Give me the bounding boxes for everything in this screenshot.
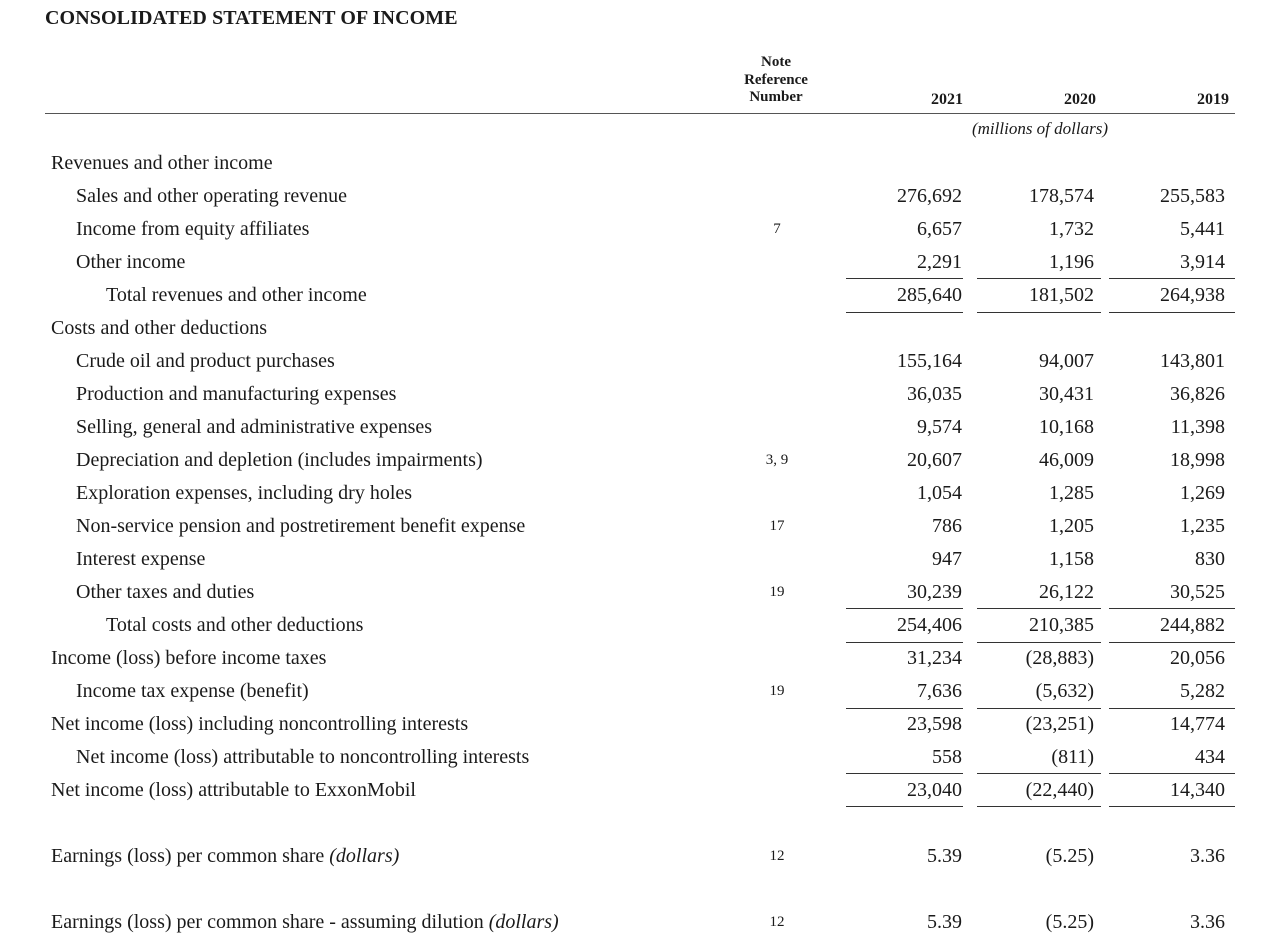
note-reference-header (725, 54, 827, 107)
note-header-line: Reference (744, 71, 808, 88)
table-row (0, 345, 1280, 378)
value-2019: 244,882 (1160, 614, 1225, 636)
statement-title: CONSOLIDATED STATEMENT OF INCOME (45, 7, 458, 29)
value-2020: 1,158 (1049, 548, 1094, 570)
total-rule (846, 773, 963, 774)
value-2019: 3.36 (1190, 845, 1225, 867)
value-2019: 264,938 (1160, 284, 1225, 306)
row-label: Total costs and other deductions (106, 614, 364, 636)
row-label: Net income (loss) attributable to ExxonMobil (51, 779, 416, 801)
total-rule (977, 608, 1101, 609)
total-rule (846, 642, 963, 643)
row-label: Revenues and other income (51, 152, 273, 174)
value-2020: 30,431 (1039, 383, 1094, 405)
value-2020: 1,732 (1049, 218, 1094, 240)
row-label: Production and manufacturing expenses (76, 383, 397, 405)
value-2019: 3,914 (1180, 251, 1225, 273)
table-row (0, 642, 1280, 675)
table-row (0, 477, 1280, 510)
table-row (0, 510, 1280, 543)
eps-row (0, 840, 1280, 873)
total-rule (1109, 642, 1235, 643)
row-label: Non-service pension and postretirement benefit expense (76, 515, 526, 537)
value-2021: 36,035 (907, 383, 962, 405)
value-2020: 181,502 (1029, 284, 1094, 306)
value-2019: 830 (1195, 548, 1225, 570)
table-row (0, 213, 1280, 246)
total-rule (977, 806, 1101, 807)
row-label: Total revenues and other income (106, 284, 367, 306)
row-label: Net income (loss) including noncontrolling interests (51, 713, 469, 735)
note-reference: 7 (773, 221, 781, 237)
value-2020: (5.25) (1045, 845, 1094, 867)
note-header-line: Number (749, 89, 803, 105)
table-row (0, 312, 1280, 345)
value-2021: 1,054 (917, 482, 962, 504)
eps-label-text: Earnings (loss) per common share - assuming dilution (51, 911, 489, 933)
value-2020: 1,205 (1049, 515, 1094, 537)
total-rule (977, 278, 1101, 279)
table-row (0, 246, 1280, 279)
value-2021: 558 (932, 746, 962, 768)
total-rule (1109, 312, 1235, 313)
total-rule (846, 608, 963, 609)
value-2020: (5.25) (1045, 911, 1094, 933)
value-2020: (22,440) (1025, 779, 1094, 801)
row-label: Selling, general and administrative expenses (76, 416, 433, 438)
row-label: Sales and other operating revenue (76, 185, 348, 207)
table-row (0, 147, 1280, 180)
row-label: Other taxes and duties (76, 581, 255, 603)
eps-row (0, 906, 1280, 939)
header-divider (45, 113, 1235, 114)
total-rule (846, 806, 963, 807)
value-2021: 6,657 (917, 218, 962, 240)
row-label: Income from equity affiliates (76, 218, 310, 240)
value-2019: 20,056 (1170, 647, 1225, 669)
value-2019: 5,441 (1180, 218, 1225, 240)
note-reference: 19 (769, 584, 785, 600)
row-label: Costs and other deductions (51, 317, 268, 339)
note-reference: 17 (769, 518, 785, 534)
value-2021: 7,636 (917, 680, 962, 702)
row-label: Net income (loss) attributable to noncontrolling interests (76, 746, 530, 768)
value-2020: (5,632) (1035, 680, 1094, 702)
value-2021: 20,607 (907, 449, 962, 471)
value-2020: 46,009 (1039, 449, 1094, 471)
value-2019: 11,398 (1170, 416, 1225, 438)
value-2019: 36,826 (1170, 383, 1225, 405)
units-caption: (millions of dollars) (971, 119, 1108, 138)
value-2021: 285,640 (897, 284, 962, 306)
table-row (0, 609, 1280, 642)
row-label: Income tax expense (benefit) (76, 680, 309, 702)
eps-label (51, 906, 559, 939)
value-2020: 1,285 (1049, 482, 1094, 504)
table-row (0, 576, 1280, 609)
row-label: Income (loss) before income taxes (51, 647, 327, 669)
table-row (0, 180, 1280, 213)
value-2021: 9,574 (917, 416, 962, 438)
row-label: Crude oil and product purchases (76, 350, 335, 372)
value-2021: 2,291 (917, 251, 962, 273)
value-2021: 5.39 (927, 911, 962, 933)
value-2020: (811) (1051, 746, 1094, 768)
value-2021: 254,406 (897, 614, 962, 636)
eps-label-text: Earnings (loss) per common share (51, 845, 330, 867)
table-row (0, 543, 1280, 576)
value-2021: 786 (932, 515, 962, 537)
row-label: Other income (76, 251, 186, 273)
value-2020: (28,883) (1025, 647, 1094, 669)
value-2019: 255,583 (1160, 185, 1225, 207)
eps-label-unit: (dollars) (488, 911, 559, 933)
total-rule (1109, 773, 1235, 774)
value-2021: 155,164 (897, 350, 962, 372)
value-2019: 14,340 (1170, 779, 1225, 801)
eps-label-unit: (dollars) (329, 845, 400, 867)
year-header-2020: 2020 (1064, 91, 1096, 108)
total-rule (977, 312, 1101, 313)
value-2020: 210,385 (1029, 614, 1094, 636)
value-2020: (23,251) (1025, 713, 1094, 735)
value-2019: 434 (1195, 746, 1225, 768)
table-row (0, 708, 1280, 741)
value-2019: 3.36 (1190, 911, 1225, 933)
total-rule (1109, 708, 1235, 709)
table-row (0, 444, 1280, 477)
total-rule (977, 708, 1101, 709)
value-2021: 5.39 (927, 845, 962, 867)
value-2020: 1,196 (1049, 251, 1094, 273)
value-2019: 1,235 (1180, 515, 1225, 537)
note-reference: 19 (769, 683, 785, 699)
value-2020: 94,007 (1039, 350, 1094, 372)
table-row (0, 741, 1280, 774)
value-2019: 18,998 (1170, 449, 1225, 471)
year-header-2019: 2019 (1197, 91, 1229, 108)
table-row (0, 411, 1280, 444)
year-header-2021: 2021 (931, 91, 963, 108)
row-label: Exploration expenses, including dry holes (76, 482, 413, 504)
total-rule (977, 642, 1101, 643)
note-reference: 3, 9 (765, 452, 789, 468)
note-reference: 12 (769, 914, 785, 930)
total-rule (1109, 608, 1235, 609)
value-2019: 30,525 (1170, 581, 1225, 603)
row-label: Depreciation and depletion (includes impairments) (76, 449, 483, 471)
table-row (0, 675, 1280, 708)
value-2021: 23,040 (907, 779, 962, 801)
value-2021: 30,239 (907, 581, 962, 603)
total-rule (1109, 806, 1235, 807)
value-2019: 5,282 (1180, 680, 1225, 702)
total-rule (846, 708, 963, 709)
row-label: Interest expense (76, 548, 206, 570)
value-2020: 26,122 (1039, 581, 1094, 603)
total-rule (1109, 278, 1235, 279)
total-rule (846, 312, 963, 313)
value-2019: 143,801 (1160, 350, 1225, 372)
note-header-line: Note (761, 54, 791, 70)
value-2020: 178,574 (1029, 185, 1094, 207)
table-row (0, 279, 1280, 312)
total-rule (977, 773, 1101, 774)
value-2021: 276,692 (897, 185, 962, 207)
note-reference: 12 (769, 848, 785, 864)
value-2021: 23,598 (907, 713, 962, 735)
total-rule (846, 278, 963, 279)
value-2021: 31,234 (907, 647, 962, 669)
value-2020: 10,168 (1039, 416, 1094, 438)
table-row (0, 774, 1280, 807)
value-2019: 14,774 (1170, 713, 1225, 735)
value-2019: 1,269 (1180, 482, 1225, 504)
eps-label (51, 840, 399, 873)
value-2021: 947 (932, 548, 962, 570)
table-row (0, 378, 1280, 411)
